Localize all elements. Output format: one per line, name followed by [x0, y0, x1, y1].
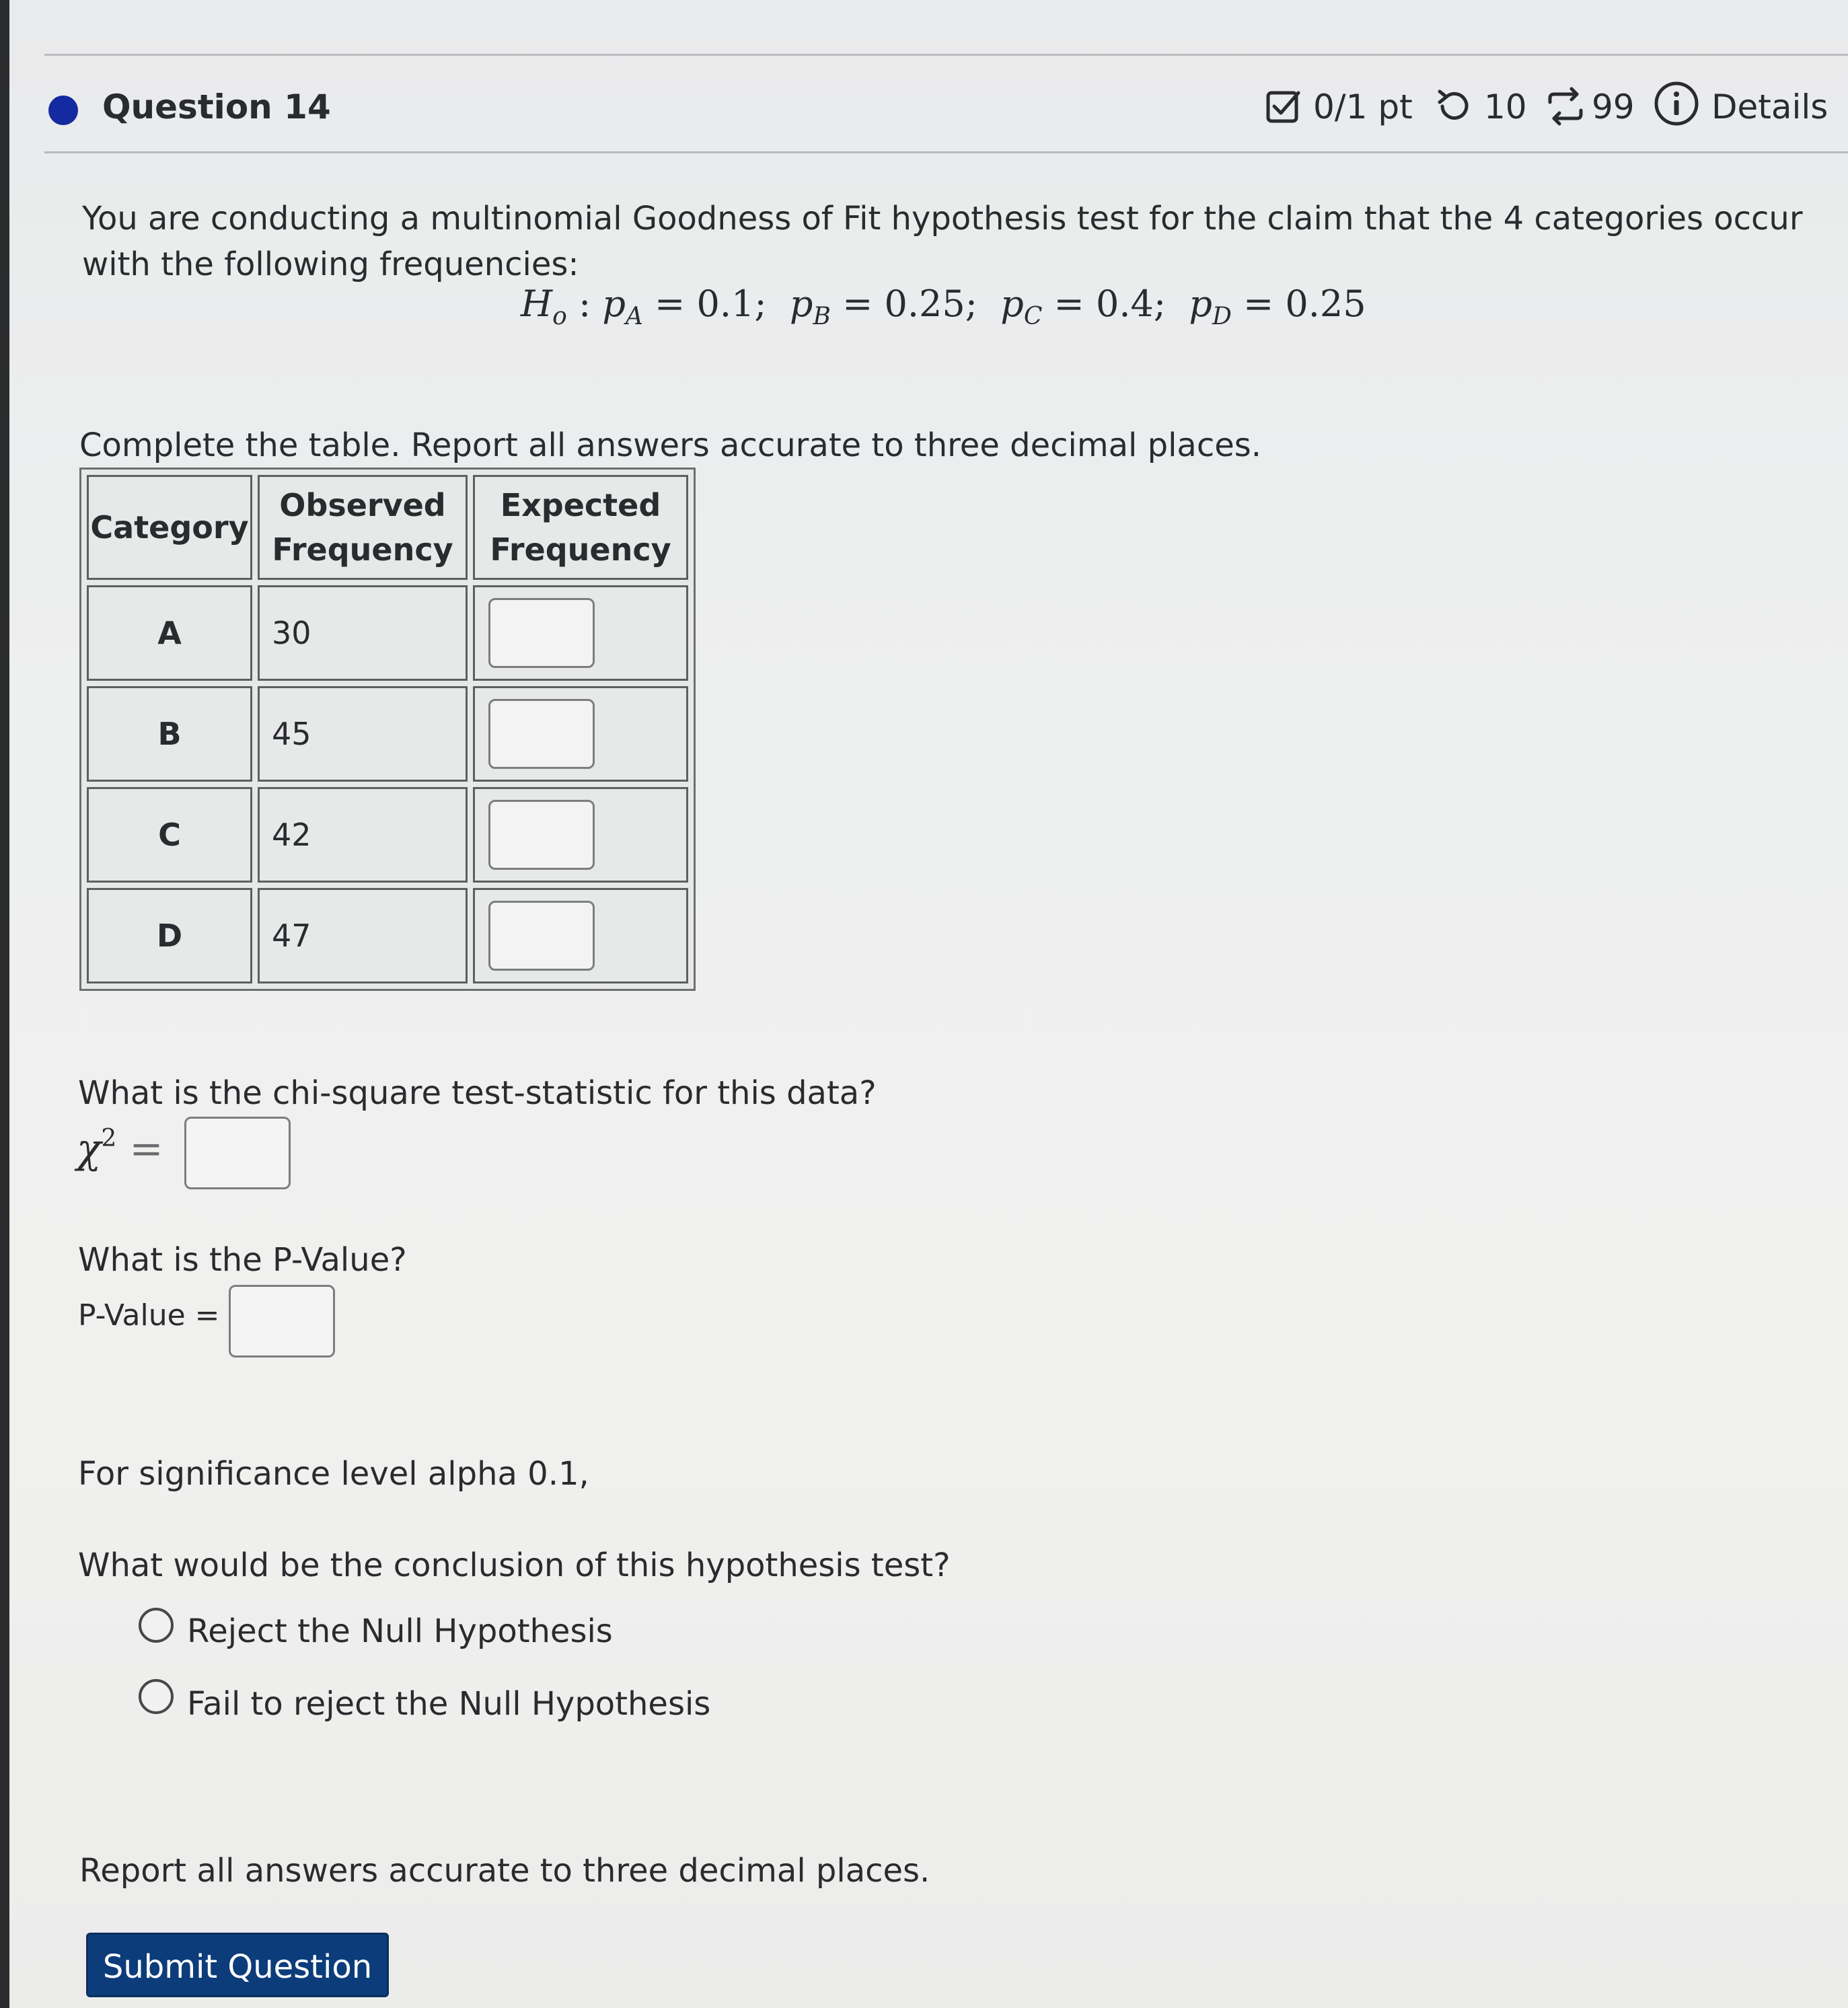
details-link[interactable]: Details: [1711, 87, 1828, 126]
hypothesis-H-sub: o: [552, 303, 567, 330]
expected-input-b[interactable]: [488, 699, 595, 769]
observed-cell: 42: [258, 787, 468, 883]
chi-superscript: 2: [101, 1125, 117, 1152]
expected-cell: [473, 787, 688, 883]
pD-sub: D: [1212, 303, 1232, 330]
header-expected: [473, 475, 688, 580]
chi-square-label: [77, 1125, 163, 1173]
top-divider: [44, 54, 1848, 56]
p-value-label: P-Value =: [78, 1298, 220, 1333]
screen-bezel: [0, 0, 9, 2008]
expected-input-d[interactable]: [488, 901, 595, 971]
pD-symbol: p: [1189, 283, 1212, 325]
category-cell: A: [87, 585, 252, 681]
fail-to-reject-option-label[interactable]: Fail to reject the Null Hypothesis: [187, 1685, 711, 1723]
category-cell: D: [87, 888, 252, 983]
category-cell: B: [87, 686, 252, 782]
expected-cell: [473, 585, 688, 681]
chi-square-question: What is the chi-square test-statistic for this data?: [78, 1074, 877, 1112]
header-divider: [44, 151, 1848, 153]
points-text: 0/1 pt: [1313, 87, 1413, 126]
chi-square-input[interactable]: [184, 1117, 291, 1189]
header-expected-line1: Expected: [500, 487, 661, 523]
category-cell: C: [87, 787, 252, 883]
reject-option-label[interactable]: Reject the Null Hypothesis: [187, 1612, 613, 1650]
table-header-row: [87, 475, 688, 580]
checkbox-score-icon: [1265, 87, 1304, 126]
header-observed: [258, 475, 468, 580]
pC-sub: C: [1023, 303, 1043, 330]
attempts-icon: [1545, 86, 1586, 126]
attempts-count: 99: [1592, 87, 1635, 126]
observed-cell: 47: [258, 888, 468, 983]
retries-count: 10: [1484, 87, 1527, 126]
pB-value: = 0.25;: [830, 283, 1001, 325]
pB-symbol: p: [789, 283, 813, 325]
pA-sub: A: [625, 303, 643, 330]
problem-intro-line1: You are conducting a multinomial Goodness of Fit hypothesis test for the claim that the 4 categories occur: [82, 200, 1803, 237]
header-expected-line2: Frequency: [490, 531, 671, 568]
question-title: Question 14: [102, 87, 331, 126]
pA-value: = 0.1;: [642, 283, 790, 325]
fail-to-reject-radio[interactable]: [139, 1679, 174, 1714]
pC-value: = 0.4;: [1042, 283, 1189, 325]
table-row: [87, 888, 688, 983]
info-icon[interactable]: [1652, 79, 1701, 128]
hypothesis-colon: :: [566, 283, 603, 325]
chi-equals: =: [116, 1125, 163, 1173]
p-value-input[interactable]: [229, 1285, 335, 1358]
header-category: Category: [87, 475, 252, 580]
expected-input-c[interactable]: [488, 800, 595, 870]
pA-symbol: p: [602, 283, 626, 325]
expected-cell: [473, 686, 688, 782]
table-row: [87, 686, 688, 782]
table-row: [87, 787, 688, 883]
null-hypothesis: [521, 283, 1366, 330]
table-row: [87, 585, 688, 681]
pD-value: = 0.25: [1231, 283, 1366, 325]
problem-intro-line2: with the following frequencies:: [82, 246, 579, 283]
chi-symbol: χ: [77, 1125, 102, 1173]
observed-cell: 45: [258, 686, 468, 782]
footer-note: Report all answers accurate to three decimal places.: [79, 1852, 930, 1890]
submit-question-button[interactable]: Submit Question: [86, 1933, 389, 1997]
observed-cell: 30: [258, 585, 468, 681]
header-observed-line1: Observed: [279, 487, 446, 523]
reject-radio[interactable]: [139, 1608, 174, 1643]
conclusion-question: What would be the conclusion of this hypothesis test?: [78, 1547, 951, 1584]
hypothesis-H: H: [521, 283, 553, 325]
pC-symbol: p: [1000, 283, 1024, 325]
expected-input-a[interactable]: [488, 598, 595, 668]
table-instruction: Complete the table. Report all answers accurate to three decimal places.: [79, 426, 1262, 464]
retry-icon[interactable]: [1434, 86, 1475, 126]
question-status-dot: [48, 96, 78, 125]
header-observed-line2: Frequency: [272, 531, 453, 568]
pB-sub: B: [813, 303, 831, 330]
expected-cell: [473, 888, 688, 983]
p-value-question: What is the P-Value?: [78, 1241, 407, 1279]
frequency-table: [79, 468, 696, 991]
significance-text: For significance level alpha 0.1,: [78, 1455, 589, 1493]
